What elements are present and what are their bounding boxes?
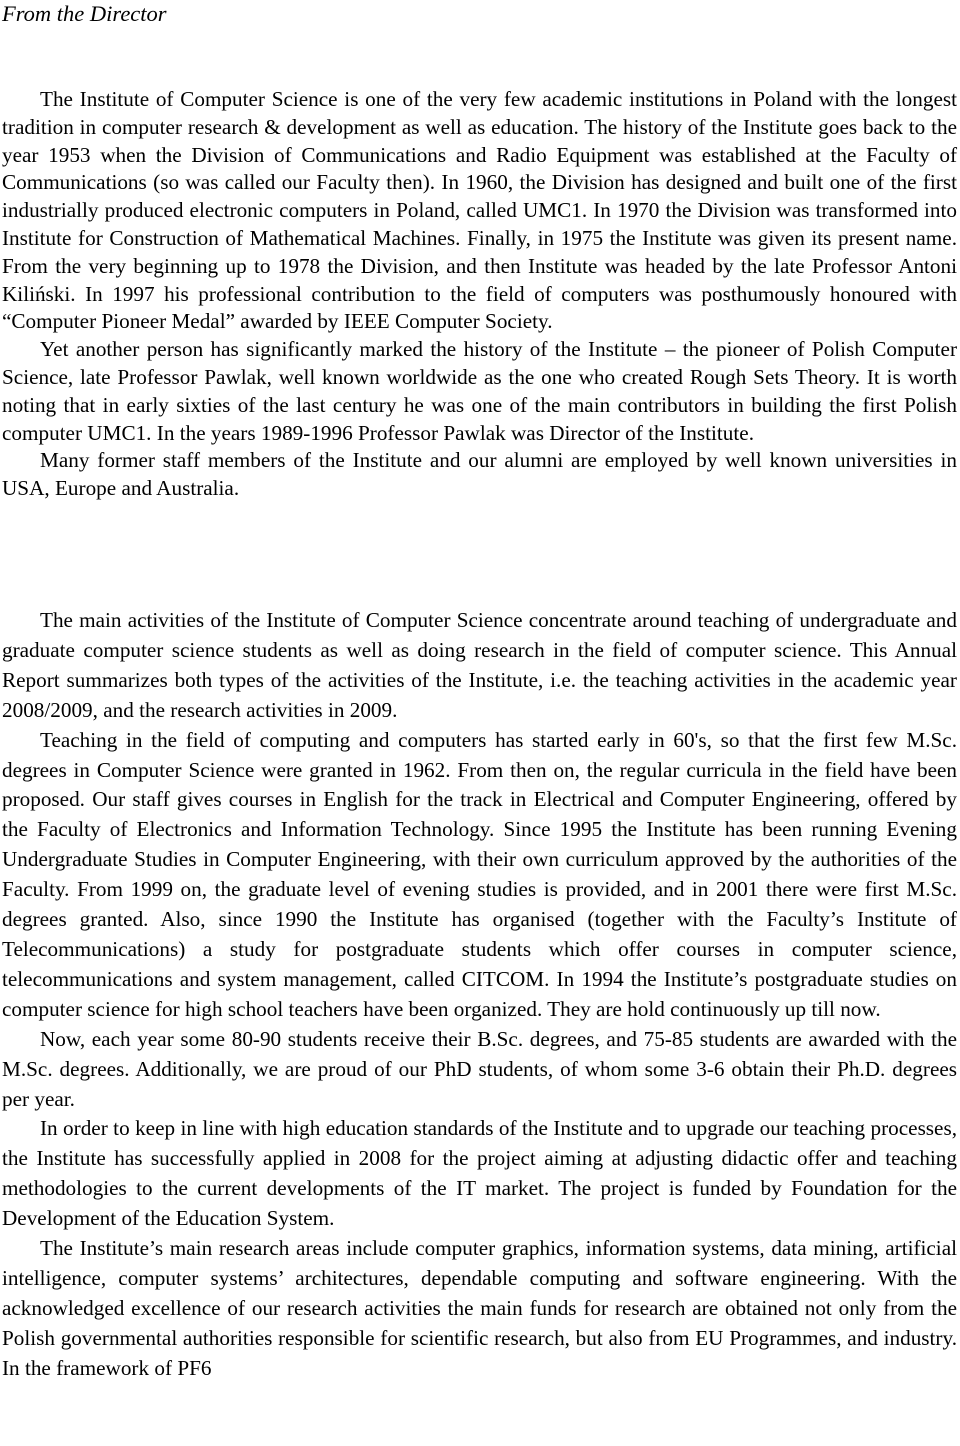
paragraph-teaching-history: Teaching in the field of computing and computers has started early in 60's, so that the first few M.Sc. degrees in Computer Science were granted in 1962. From then on, the regular curricula in the field have been proposed. Our staff gives courses in English for the track in Electrical and Computer Engineering, offered by the Faculty of Electronics and Information Technology. Since 1995 the Institute has been running Evening Undergraduate Studies in Computer Engineering, with their own curriculum approved by the authorities of the Faculty. From 1999 on, the graduate level of evening studies is provided, and in 2001 there were first M.Sc. degrees granted. Also, since 1990 the Institute has organised (together with the Faculty’s Institute of Telecommunications) a study for postgraduate students which offer courses in computer science, telecommunications and system management, called CITCOM. In 1994 the Institute’s postgraduate studies on computer science for high school teachers have been organized. They are hold continuously up till now. <box>2 727 957 1021</box>
paragraph-institute-history: The Institute of Computer Science is one of the very few academic institutions in Poland with the longest tradition in computer research & development as well as education. The history of the Institute goes back to the year 1953 when the Division of Communications and Radio Equipment was established at the Faculty of Communications (so was called our Faculty then). In 1960, the Division has designed and built one of the first industrially produced electronic computers in Poland, called UMC1. In 1970 the Division was transformed into Institute for Construction of Mathematical Machines. Finally, in 1975 the Institute was given its present name. From the very beginning up to 1978 the Division, and then Institute was headed by the late Professor Antoni Kiliński. In 1997 his professional contribution to the field of computers was posthumously honoured with “Computer Pioneer Medal” awarded by IEEE Computer Society. <box>2 87 957 334</box>
document-title: From the Director <box>2 1 167 26</box>
paragraph-education-project: In order to keep in line with high education standards of the Institute and to upgrade our teaching processes, the Institute has successfully applied in 2008 for the project aiming at adjusting didactic offer and teaching methodologies to the current developments of the IT market. The project is funded by Foundation for the Development of the Education System. <box>2 1116 957 1231</box>
activities-section <box>2 606 957 1384</box>
history-section <box>2 86 957 503</box>
paragraph-alumni: Many former staff members of the Institute and our alumni are employed by well known universities in USA, Europe and Australia. <box>2 448 957 501</box>
paragraph-main-activities: The main activities of the Institute of Computer Science concentrate around teaching of undergraduate and graduate computer science students as well as doing research in the field of computer science. This Annual Report summarizes both types of the activities of the Institute, i.e. the teaching activities in the academic year 2008/2009, and the research activities in 2009. <box>2 608 957 722</box>
paragraph-degrees-per-year: Now, each year some 80-90 students receive their B.Sc. degrees, and 75-85 students are awarded with the M.Sc. degrees. Additionally, we are proud of our PhD students, of whom some 3-6 obtain their Ph.D. degrees per year. <box>2 1026 957 1111</box>
document-page <box>2 0 957 1380</box>
paragraph-research-areas: The Institute’s main research areas include computer graphics, information systems, data mining, artificial intelligence, computer systems’ architectures, dependable computing and software engineering. With the acknowledged excellence of our research activities the main funds for research are obtained not only from the Polish governmental authorities responsible for scientific research, but also from EU Programmes, and industry. In the framework of PF6 <box>2 1236 957 1380</box>
paragraph-professor-pawlak: Yet another person has significantly marked the history of the Institute – the pioneer of Polish Computer Science, late Professor Pawlak, well known worldwide as the one who created Rough Sets Theory. It is worth noting that in early sixties of the last century he was one of the main contributors in building the first Polish computer UMC1. In the years 1989-1996 Professor Pawlak was Director of the Institute. <box>2 337 957 445</box>
